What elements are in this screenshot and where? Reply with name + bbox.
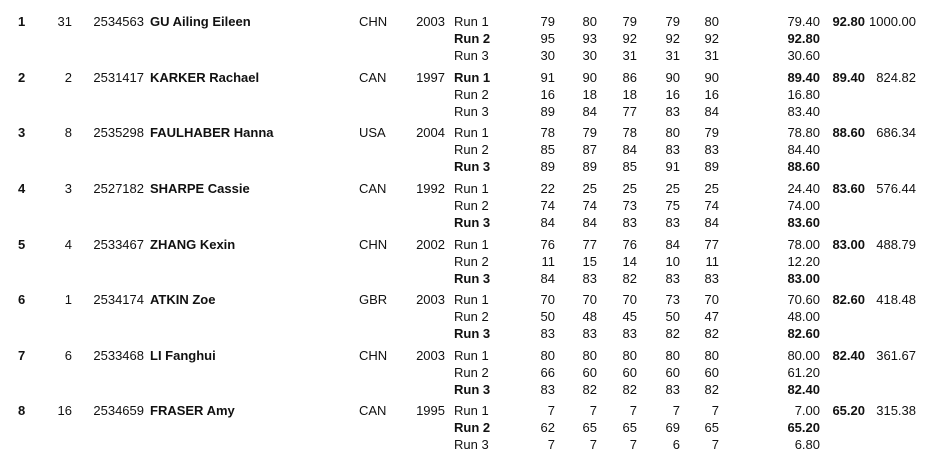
judge-score-4: 60 — [665, 365, 680, 380]
run-label: Run 1 — [454, 237, 489, 252]
judge-score-4: 79 — [665, 14, 680, 29]
judge-score-4: 6 — [672, 437, 680, 452]
judge-score-5: 65 — [704, 420, 719, 435]
judge-score-4: 83 — [665, 215, 680, 230]
judge-score-4: 84 — [665, 237, 680, 252]
run-score: 7.00 — [794, 403, 820, 418]
judge-score-3: 85 — [622, 159, 637, 174]
athlete-row — [0, 291, 926, 343]
judge-score-1: 89 — [540, 159, 555, 174]
nation-code: CHN — [359, 237, 388, 252]
rank: 6 — [18, 292, 26, 307]
run-row — [0, 13, 926, 30]
run-score: 78.00 — [787, 237, 820, 252]
run-row — [0, 47, 926, 64]
run-score: 16.80 — [787, 87, 820, 102]
judge-score-5: 92 — [704, 31, 719, 46]
bib-number: 8 — [64, 125, 72, 140]
judge-score-3: 83 — [622, 215, 637, 230]
year-of-birth: 2004 — [416, 125, 445, 140]
bib-number: 4 — [64, 237, 72, 252]
judge-score-1: 7 — [547, 403, 555, 418]
judge-score-3: 73 — [622, 198, 637, 213]
judge-score-3: 78 — [622, 125, 637, 140]
judge-score-2: 15 — [582, 254, 597, 269]
run-score: 6.80 — [794, 437, 820, 452]
run-row — [0, 381, 926, 398]
fis-code: 2527182 — [93, 181, 144, 196]
judge-score-2: 83 — [582, 271, 597, 286]
run-label: Run 3 — [454, 159, 491, 174]
run-row — [0, 291, 926, 308]
run-row — [0, 214, 926, 231]
judge-score-4: 83 — [665, 271, 680, 286]
nation-code: CAN — [359, 70, 387, 85]
best-score: 89.40 — [832, 70, 865, 85]
judge-score-3: 84 — [622, 142, 637, 157]
judge-score-3: 82 — [622, 271, 637, 286]
judge-score-5: 16 — [704, 87, 719, 102]
judge-score-3: 80 — [622, 348, 637, 363]
judge-score-2: 80 — [582, 348, 597, 363]
run-row — [0, 364, 926, 381]
run-label: Run 3 — [454, 382, 491, 397]
bib-number: 6 — [64, 348, 72, 363]
fis-code: 2534659 — [93, 403, 144, 418]
bib-number: 2 — [64, 70, 72, 85]
run-score: 12.20 — [787, 254, 820, 269]
fis-points: 488.79 — [876, 237, 916, 252]
judge-score-4: 80 — [665, 348, 680, 363]
judge-score-3: 31 — [622, 48, 637, 63]
athlete-row — [0, 236, 926, 288]
judge-score-1: 84 — [540, 271, 555, 286]
judge-score-2: 83 — [582, 326, 597, 341]
run-row — [0, 236, 926, 253]
judge-score-3: 77 — [622, 104, 637, 119]
athlete-name: FAULHABER Hanna — [150, 125, 274, 140]
year-of-birth: 2003 — [416, 14, 445, 29]
run-score: 74.00 — [787, 198, 820, 213]
judge-score-5: 79 — [704, 125, 719, 140]
run-score: 82.40 — [787, 382, 820, 397]
best-score: 83.00 — [832, 237, 865, 252]
run-label: Run 1 — [454, 292, 489, 307]
athlete-row — [0, 347, 926, 399]
judge-score-1: 7 — [547, 437, 555, 452]
judge-score-1: 78 — [540, 125, 555, 140]
judge-score-4: 80 — [665, 125, 680, 140]
judge-score-5: 80 — [704, 14, 719, 29]
judge-score-2: 84 — [582, 104, 597, 119]
bib-number: 31 — [57, 14, 72, 29]
judge-score-1: 76 — [540, 237, 555, 252]
judge-score-3: 86 — [622, 70, 637, 85]
fis-points: 1000.00 — [869, 14, 916, 29]
run-score: 70.60 — [787, 292, 820, 307]
nation-code: CAN — [359, 181, 387, 196]
run-score: 83.40 — [787, 104, 820, 119]
run-score: 61.20 — [787, 365, 820, 380]
run-label: Run 3 — [454, 437, 489, 452]
judge-score-2: 25 — [582, 181, 597, 196]
run-label: Run 3 — [454, 104, 489, 119]
rank: 5 — [18, 237, 26, 252]
judge-score-4: 90 — [665, 70, 680, 85]
best-score: 88.60 — [832, 125, 865, 140]
best-score: 82.40 — [832, 348, 865, 363]
rank: 3 — [18, 125, 26, 140]
rank: 7 — [18, 348, 26, 363]
best-score: 92.80 — [832, 14, 865, 29]
run-score: 78.80 — [787, 125, 820, 140]
fis-points: 361.67 — [876, 348, 916, 363]
judge-score-5: 7 — [711, 437, 719, 452]
run-label: Run 2 — [454, 309, 489, 324]
judge-score-4: 91 — [665, 159, 680, 174]
fis-code: 2534563 — [93, 14, 144, 29]
judge-score-2: 82 — [582, 382, 597, 397]
athlete-row — [0, 13, 926, 65]
run-score: 65.20 — [787, 420, 820, 435]
year-of-birth: 2003 — [416, 292, 445, 307]
run-label: Run 2 — [454, 87, 489, 102]
nation-code: USA — [359, 125, 386, 140]
fis-points: 418.48 — [876, 292, 916, 307]
judge-score-1: 66 — [540, 365, 555, 380]
judge-score-3: 83 — [622, 326, 637, 341]
judge-score-4: 73 — [665, 292, 680, 307]
run-row — [0, 30, 926, 47]
judge-score-1: 85 — [540, 142, 555, 157]
judge-score-5: 47 — [704, 309, 719, 324]
run-score: 92.80 — [787, 31, 820, 46]
judge-score-2: 84 — [582, 215, 597, 230]
nation-code: CHN — [359, 14, 388, 29]
year-of-birth: 1995 — [416, 403, 445, 418]
judge-score-5: 82 — [704, 382, 719, 397]
run-label: Run 2 — [454, 420, 491, 435]
athlete-name: LI Fanghui — [150, 348, 216, 363]
year-of-birth: 1992 — [416, 181, 445, 196]
judge-score-2: 7 — [589, 437, 597, 452]
run-row — [0, 69, 926, 86]
judge-score-4: 31 — [665, 48, 680, 63]
run-label: Run 3 — [454, 215, 491, 230]
judge-score-1: 91 — [540, 70, 555, 85]
judge-score-2: 80 — [582, 14, 597, 29]
run-row — [0, 436, 926, 453]
fis-code: 2533468 — [93, 348, 144, 363]
judge-score-5: 25 — [704, 181, 719, 196]
judge-score-3: 45 — [622, 309, 637, 324]
bib-number: 1 — [64, 292, 72, 307]
judge-score-3: 82 — [622, 382, 637, 397]
judge-score-3: 7 — [629, 437, 637, 452]
rank: 4 — [18, 181, 26, 196]
run-score: 79.40 — [787, 14, 820, 29]
fis-points: 315.38 — [876, 403, 916, 418]
judge-score-1: 89 — [540, 104, 555, 119]
judge-score-5: 74 — [704, 198, 719, 213]
judge-score-4: 25 — [665, 181, 680, 196]
fis-code: 2535298 — [93, 125, 144, 140]
judge-score-1: 95 — [540, 31, 555, 46]
judge-score-2: 90 — [582, 70, 597, 85]
run-label: Run 3 — [454, 48, 489, 63]
run-row — [0, 141, 926, 158]
run-score: 84.40 — [787, 142, 820, 157]
judge-score-2: 18 — [582, 87, 597, 102]
athlete-row — [0, 69, 926, 121]
judge-score-2: 77 — [582, 237, 597, 252]
run-label: Run 1 — [454, 181, 489, 196]
judge-score-1: 83 — [540, 382, 555, 397]
judge-score-1: 22 — [540, 181, 555, 196]
judge-score-5: 60 — [704, 365, 719, 380]
athlete-row — [0, 402, 926, 454]
year-of-birth: 1997 — [416, 70, 445, 85]
athlete-name: FRASER Amy — [150, 403, 235, 418]
fis-points: 686.34 — [876, 125, 916, 140]
run-row — [0, 402, 926, 419]
run-label: Run 1 — [454, 403, 489, 418]
judge-score-5: 82 — [704, 326, 719, 341]
athlete-name: ZHANG Kexin — [150, 237, 236, 252]
judge-score-5: 90 — [704, 70, 719, 85]
rank: 1 — [18, 14, 26, 29]
judge-score-4: 10 — [665, 254, 680, 269]
run-row — [0, 419, 926, 436]
judge-score-2: 65 — [582, 420, 597, 435]
judge-score-4: 50 — [665, 309, 680, 324]
run-label: Run 2 — [454, 198, 489, 213]
judge-score-4: 7 — [672, 403, 680, 418]
athlete-row — [0, 124, 926, 176]
run-label: Run 1 — [454, 70, 491, 85]
run-row — [0, 103, 926, 120]
judge-score-2: 74 — [582, 198, 597, 213]
judge-score-4: 83 — [665, 104, 680, 119]
run-score: 88.60 — [787, 159, 820, 174]
athlete-name: SHARPE Cassie — [150, 181, 250, 196]
judge-score-2: 89 — [582, 159, 597, 174]
athlete-name: ATKIN Zoe — [150, 292, 216, 307]
nation-code: GBR — [359, 292, 388, 307]
judge-score-1: 74 — [540, 198, 555, 213]
rank: 2 — [18, 70, 26, 85]
run-row — [0, 308, 926, 325]
run-label: Run 2 — [454, 31, 491, 46]
judge-score-5: 84 — [704, 104, 719, 119]
judge-score-3: 18 — [622, 87, 637, 102]
run-score: 82.60 — [787, 326, 820, 341]
run-label: Run 3 — [454, 326, 491, 341]
nation-code: CHN — [359, 348, 388, 363]
judge-score-5: 80 — [704, 348, 719, 363]
judge-score-2: 48 — [582, 309, 597, 324]
run-row — [0, 86, 926, 103]
judge-score-3: 65 — [622, 420, 637, 435]
judge-score-5: 7 — [711, 403, 719, 418]
run-label: Run 2 — [454, 365, 489, 380]
judge-score-3: 70 — [622, 292, 637, 307]
judge-score-3: 14 — [622, 254, 637, 269]
judge-score-1: 80 — [540, 348, 555, 363]
judge-score-1: 62 — [540, 420, 555, 435]
judge-score-4: 69 — [665, 420, 680, 435]
best-score: 65.20 — [832, 403, 865, 418]
rank: 8 — [18, 403, 26, 418]
judge-score-5: 89 — [704, 159, 719, 174]
run-score: 80.00 — [787, 348, 820, 363]
run-score: 83.00 — [787, 271, 820, 286]
judge-score-1: 11 — [541, 254, 555, 269]
judge-score-5: 83 — [704, 142, 719, 157]
judge-score-4: 83 — [665, 382, 680, 397]
best-score: 82.60 — [832, 292, 865, 307]
judge-score-2: 7 — [589, 403, 597, 418]
judge-score-4: 82 — [665, 326, 680, 341]
bib-number: 16 — [57, 403, 72, 418]
judge-score-1: 16 — [540, 87, 555, 102]
athlete-name: KARKER Rachael — [150, 70, 260, 85]
year-of-birth: 2002 — [416, 237, 445, 252]
bib-number: 3 — [64, 181, 72, 196]
run-row — [0, 325, 926, 342]
run-score: 30.60 — [787, 48, 820, 63]
judge-score-3: 79 — [622, 14, 637, 29]
judge-score-2: 93 — [582, 31, 597, 46]
run-row — [0, 270, 926, 287]
judge-score-2: 87 — [582, 142, 597, 157]
judge-score-2: 70 — [582, 292, 597, 307]
athlete-name: GU Ailing Eileen — [150, 14, 251, 29]
run-score: 83.60 — [787, 215, 820, 230]
run-score: 48.00 — [787, 309, 820, 324]
fis-code: 2534174 — [93, 292, 144, 307]
judge-score-5: 11 — [705, 254, 719, 269]
run-label: Run 1 — [454, 14, 489, 29]
judge-score-5: 77 — [704, 237, 719, 252]
judge-score-1: 70 — [540, 292, 555, 307]
judge-score-5: 84 — [704, 215, 719, 230]
judge-score-2: 30 — [582, 48, 597, 63]
judge-score-4: 16 — [665, 87, 680, 102]
nation-code: CAN — [359, 403, 387, 418]
judge-score-1: 30 — [540, 48, 555, 63]
best-score: 83.60 — [832, 181, 865, 196]
judge-score-1: 79 — [540, 14, 555, 29]
judge-score-3: 25 — [622, 181, 637, 196]
judge-score-2: 60 — [582, 365, 597, 380]
judge-score-3: 7 — [629, 403, 637, 418]
judge-score-3: 76 — [622, 237, 637, 252]
fis-code: 2533467 — [93, 237, 144, 252]
run-score: 24.40 — [787, 181, 820, 196]
judge-score-1: 83 — [540, 326, 555, 341]
judge-score-4: 83 — [665, 142, 680, 157]
run-label: Run 3 — [454, 271, 491, 286]
judge-score-1: 84 — [540, 215, 555, 230]
run-row — [0, 180, 926, 197]
fis-points: 824.82 — [876, 70, 916, 85]
run-row — [0, 197, 926, 214]
fis-points: 576.44 — [876, 181, 916, 196]
year-of-birth: 2003 — [416, 348, 445, 363]
judge-score-4: 92 — [665, 31, 680, 46]
athlete-row — [0, 180, 926, 232]
judge-score-2: 79 — [582, 125, 597, 140]
judge-score-1: 50 — [540, 309, 555, 324]
run-label: Run 1 — [454, 348, 489, 363]
run-label: Run 2 — [454, 254, 489, 269]
run-row — [0, 158, 926, 175]
judge-score-3: 92 — [622, 31, 637, 46]
fis-code: 2531417 — [93, 70, 144, 85]
judge-score-5: 83 — [704, 271, 719, 286]
run-score: 89.40 — [787, 70, 820, 85]
run-row — [0, 347, 926, 364]
judge-score-3: 60 — [622, 365, 637, 380]
run-label: Run 1 — [454, 125, 489, 140]
judge-score-5: 31 — [704, 48, 719, 63]
run-row — [0, 124, 926, 141]
judge-score-4: 75 — [665, 198, 680, 213]
judge-score-5: 70 — [704, 292, 719, 307]
run-row — [0, 253, 926, 270]
run-label: Run 2 — [454, 142, 489, 157]
